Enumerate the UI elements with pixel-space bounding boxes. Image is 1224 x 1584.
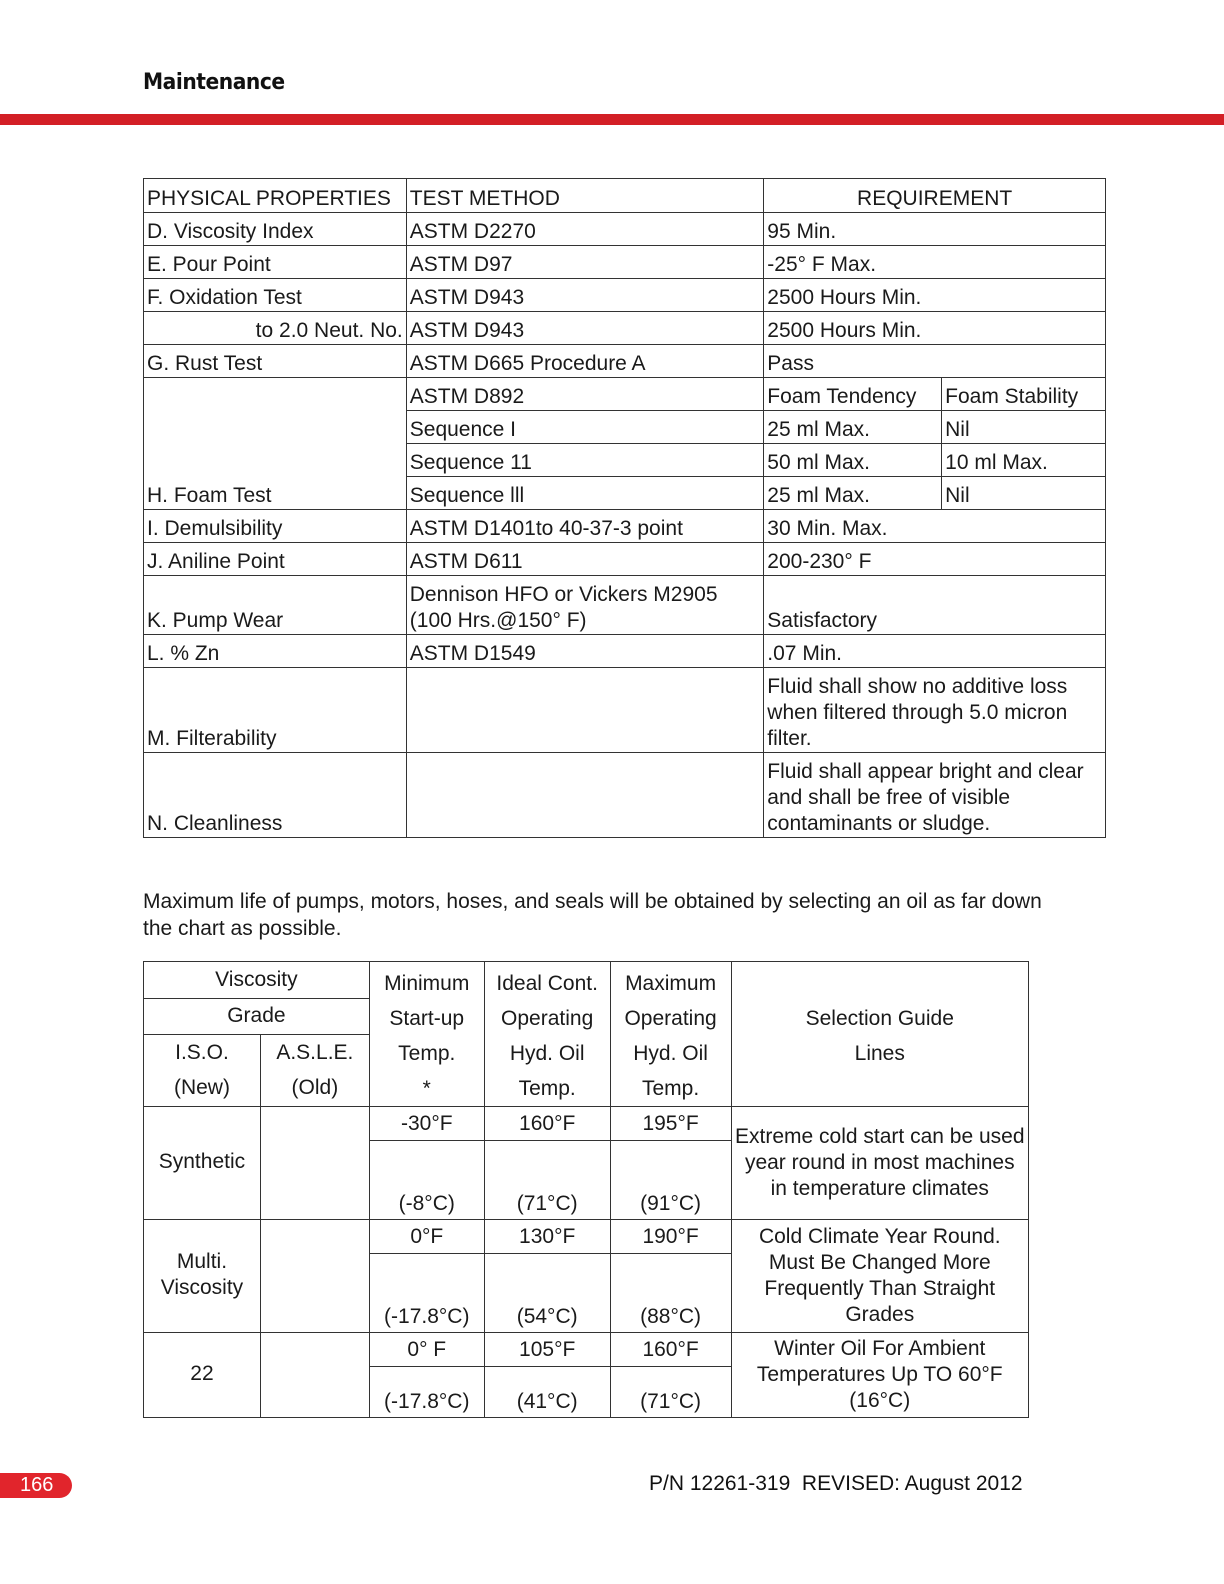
guide-text-cell: Extreme cold start can be used year round in most machines in temperature climates [731, 1107, 1028, 1220]
column-header-min-startup [369, 962, 484, 1107]
table-row [144, 668, 1106, 753]
requirement-cell: .07 Min. [764, 635, 1106, 668]
property-cell: G. Rust Test [144, 345, 407, 378]
requirement-cell: Pass [764, 345, 1106, 378]
header-line: Hyd. Oil [633, 1042, 708, 1065]
min-temp-f-cell: 0°F [369, 1220, 484, 1254]
table-row [144, 543, 1106, 576]
requirement-cell: -25° F Max. [764, 246, 1106, 279]
ideal-temp-f-cell: 160°F [484, 1107, 610, 1141]
requirement-cell: 2500 Hours Min. [764, 312, 1106, 345]
table-row [144, 510, 1106, 543]
selection-note: Maximum life of pumps, motors, hoses, and seals will be obtained by selecting an oil as far down the chart as possible. [143, 890, 1042, 940]
property-cell: M. Filterability [144, 668, 407, 753]
header-line: Operating [501, 1007, 594, 1030]
footer-doc-info: P/N 12261-319 REVISED: August 2012 [649, 1472, 1023, 1495]
header-line: Temp. [641, 1077, 700, 1100]
iso-grade-cell: Multi. Viscosity [144, 1220, 261, 1333]
header-line: Temp. [398, 1042, 456, 1065]
table-header-row [144, 179, 1106, 213]
header-line: Selection Guide [805, 1007, 954, 1030]
method-cell: ASTM D1549 [406, 635, 764, 668]
property-cell: F. Oxidation Test [144, 279, 407, 312]
max-temp-c-cell: (91°C) [610, 1141, 731, 1220]
column-header-selection-guide [731, 962, 1028, 1107]
property-cell: J. Aniline Point [144, 543, 407, 576]
min-temp-f-cell: 0° F [369, 1333, 484, 1367]
requirement-cell: 10 ml Max. [942, 444, 1106, 477]
method-cell: Sequence lll [406, 477, 764, 510]
page-number: 166 [0, 1473, 72, 1498]
ideal-temp-f-cell: 105°F [484, 1333, 610, 1367]
requirement-cell: Nil [942, 477, 1106, 510]
column-header: REQUIREMENT [764, 179, 1106, 213]
header-line: Hyd. Oil [509, 1042, 585, 1065]
requirement-cell: Foam Tendency [764, 378, 942, 411]
table-row [144, 635, 1106, 668]
min-temp-c-cell: (-17.8°C) [369, 1254, 484, 1333]
requirement-cell: 95 Min. [764, 213, 1106, 246]
column-header: Viscosity [144, 962, 370, 999]
table-row [144, 576, 1106, 635]
column-header-ideal-temp [484, 962, 610, 1107]
requirement-cell: 30 Min. Max. [764, 510, 1106, 543]
property-cell: I. Demulsibility [144, 510, 407, 543]
table-row [144, 753, 1106, 838]
table-row [144, 246, 1106, 279]
max-temp-f-cell: 190°F [610, 1220, 731, 1254]
method-cell: ASTM D943 [406, 312, 764, 345]
column-header-max-temp [610, 962, 731, 1107]
method-cell: ASTM D1401to 40-37-3 point [406, 510, 764, 543]
column-header: (Old) [260, 1071, 369, 1107]
max-temp-f-cell: 195°F [610, 1107, 731, 1141]
asle-grade-cell [260, 1220, 369, 1333]
max-temp-c-cell: (88°C) [610, 1254, 731, 1333]
ideal-temp-c-cell: (54°C) [484, 1254, 610, 1333]
requirement-cell: 2500 Hours Min. [764, 279, 1106, 312]
iso-grade-cell: 22 [144, 1333, 261, 1418]
table-row [144, 279, 1106, 312]
method-cell: ASTM D943 [406, 279, 764, 312]
requirement-cell: Satisfactory [764, 576, 1106, 635]
property-cell: H. Foam Test [144, 378, 407, 510]
header-line: Lines [854, 1042, 905, 1065]
method-cell: Sequence I [406, 411, 764, 444]
method-cell: ASTM D892 [406, 378, 764, 411]
property-cell: K. Pump Wear [144, 576, 407, 635]
header-line: * [422, 1077, 431, 1100]
requirement-cell: 25 ml Max. [764, 411, 942, 444]
property-cell: N. Cleanliness [144, 753, 407, 838]
column-header: (New) [144, 1071, 261, 1107]
method-cell [406, 668, 764, 753]
section-title: Maintenance [143, 70, 285, 95]
requirement-cell: 25 ml Max. [764, 477, 942, 510]
method-cell: Sequence 11 [406, 444, 764, 477]
method-cell: Dennison HFO or Vickers M2905 (100 Hrs.@150° F) [406, 576, 764, 635]
property-cell: L. % Zn [144, 635, 407, 668]
header-line: Temp. [518, 1077, 576, 1100]
method-cell: ASTM D97 [406, 246, 764, 279]
column-header: Grade [144, 998, 370, 1035]
method-cell: ASTM D2270 [406, 213, 764, 246]
min-temp-c-cell: (-8°C) [369, 1141, 484, 1220]
ideal-temp-c-cell: (41°C) [484, 1367, 610, 1418]
column-header: PHYSICAL PROPERTIES [144, 179, 407, 213]
asle-grade-cell [260, 1333, 369, 1418]
table-row [144, 1107, 1029, 1141]
method-cell: ASTM D611 [406, 543, 764, 576]
header-line: Start-up [389, 1007, 465, 1030]
table-header-row [144, 962, 1029, 999]
header-line: Minimum [384, 972, 470, 995]
requirement-cell: Fluid shall appear bright and clear and shall be free of visible contaminants or sludge. [764, 753, 1106, 838]
requirement-cell: Fluid shall show no additive loss when filtered through 5.0 micron filter. [764, 668, 1106, 753]
column-header: TEST METHOD [406, 179, 764, 213]
property-cell: to 2.0 Neut. No. [144, 312, 407, 345]
iso-grade-cell: Synthetic [144, 1107, 261, 1220]
table-row [144, 345, 1106, 378]
guide-text-cell: Cold Climate Year Round. Must Be Changed More Frequently Than Straight Grades [731, 1220, 1028, 1333]
header-line: Ideal Cont. [496, 972, 598, 995]
method-cell [406, 753, 764, 838]
table-row [144, 312, 1106, 345]
requirement-cell: 200-230° F [764, 543, 1106, 576]
table-row [144, 378, 1106, 411]
property-cell: D. Viscosity Index [144, 213, 407, 246]
header-line: Maximum [625, 972, 717, 995]
physical-properties-table [143, 178, 1106, 838]
table-row [144, 1220, 1029, 1254]
guide-text-cell: Winter Oil For Ambient Temperatures Up TO 60°F (16°C) [731, 1333, 1028, 1418]
ideal-temp-c-cell: (71°C) [484, 1141, 610, 1220]
method-cell: ASTM D665 Procedure A [406, 345, 764, 378]
requirement-cell: Foam Stability [942, 378, 1106, 411]
header-line: Operating [624, 1007, 717, 1030]
min-temp-f-cell: -30°F [369, 1107, 484, 1141]
max-temp-f-cell: 160°F [610, 1333, 731, 1367]
oil-selection-guide-table [143, 961, 1029, 1418]
header-divider [0, 114, 1224, 125]
column-header: I.S.O. [144, 1035, 261, 1071]
requirement-cell: Nil [942, 411, 1106, 444]
requirement-cell: 50 ml Max. [764, 444, 942, 477]
max-temp-c-cell: (71°C) [610, 1367, 731, 1418]
asle-grade-cell [260, 1107, 369, 1220]
column-header: A.S.L.E. [260, 1035, 369, 1071]
ideal-temp-f-cell: 130°F [484, 1220, 610, 1254]
min-temp-c-cell: (-17.8°C) [369, 1367, 484, 1418]
property-cell: E. Pour Point [144, 246, 407, 279]
table-row [144, 213, 1106, 246]
table-row [144, 1333, 1029, 1367]
